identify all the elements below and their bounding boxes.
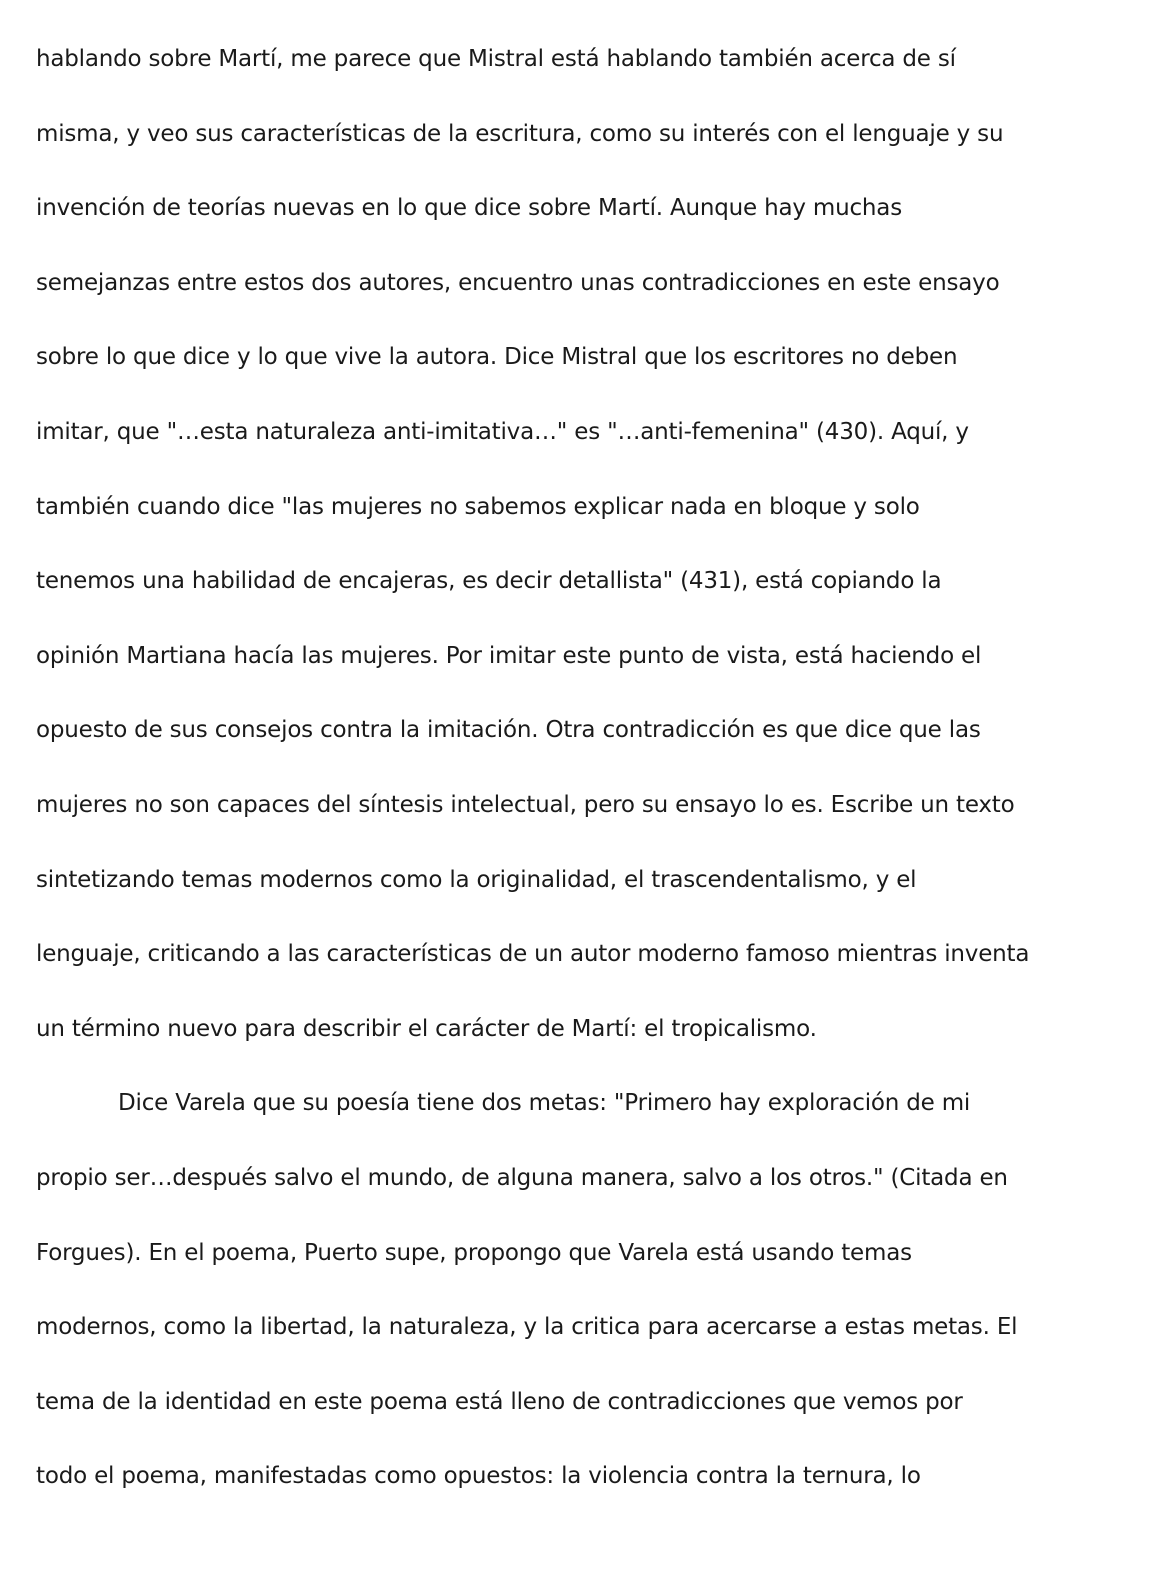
text-line: opuesto de sus consejos contra la imitación. Otra contradicción es que dice que las: [36, 717, 981, 744]
text-line: lenguaje, criticando a las características de un autor moderno famoso mientras inventa: [36, 941, 1030, 968]
text-line: todo el poema, manifestadas como opuestos: la violencia contra la ternura, lo: [36, 1463, 921, 1490]
text-line: propio ser…después salvo el mundo, de alguna manera, salvo a los otros." (Citada en: [36, 1164, 1008, 1191]
text-line: opinión Martiana hacía las mujeres. Por imitar este punto de vista, está haciendo el: [36, 642, 982, 669]
text-line: mujeres no son capaces del síntesis intelectual, pero su ensayo lo es. Escribe un texto: [36, 791, 1015, 818]
paragraph-first-line: Dice Varela que su poesía tiene dos metas: "Primero hay exploración de mi: [118, 1090, 971, 1117]
text-line: sintetizando temas modernos como la originalidad, el trascendentalismo, y el: [36, 866, 917, 893]
text-line: semejanzas entre estos dos autores, encuentro unas contradicciones en este ensayo: [36, 269, 1000, 296]
text-line: imitar, que "…esta naturaleza anti-imitativa…" es "…anti-femenina" (430). Aquí, y: [36, 418, 969, 445]
text-line: tema de la identidad en este poema está lleno de contradicciones que vemos por: [36, 1388, 963, 1415]
text-line: hablando sobre Martí, me parece que Mistral está hablando también acerca de sí: [36, 46, 956, 72]
text-line: modernos, como la libertad, la naturaleza, y la critica para acercarse a estas metas. El: [36, 1314, 1018, 1341]
text-line: tenemos una habilidad de encajeras, es decir detallista" (431), está copiando la: [36, 568, 942, 595]
text-line: Forgues). En el poema, Puerto supe, propongo que Varela está usando temas: [36, 1239, 912, 1266]
text-line: también cuando dice "las mujeres no sabemos explicar nada en bloque y solo: [36, 493, 920, 520]
essay-body: [36, 37, 1136, 1529]
text-line: un término nuevo para describir el carácter de Martí: el tropicalismo.: [36, 1015, 817, 1042]
text-line: invención de teorías nuevas en lo que dice sobre Martí. Aunque hay muchas: [36, 195, 902, 222]
text-line: misma, y veo sus características de la escritura, como su interés con el lenguaje y su: [36, 120, 1004, 147]
text-line: sobre lo que dice y lo que vive la autora. Dice Mistral que los escritores no deben: [36, 344, 958, 371]
